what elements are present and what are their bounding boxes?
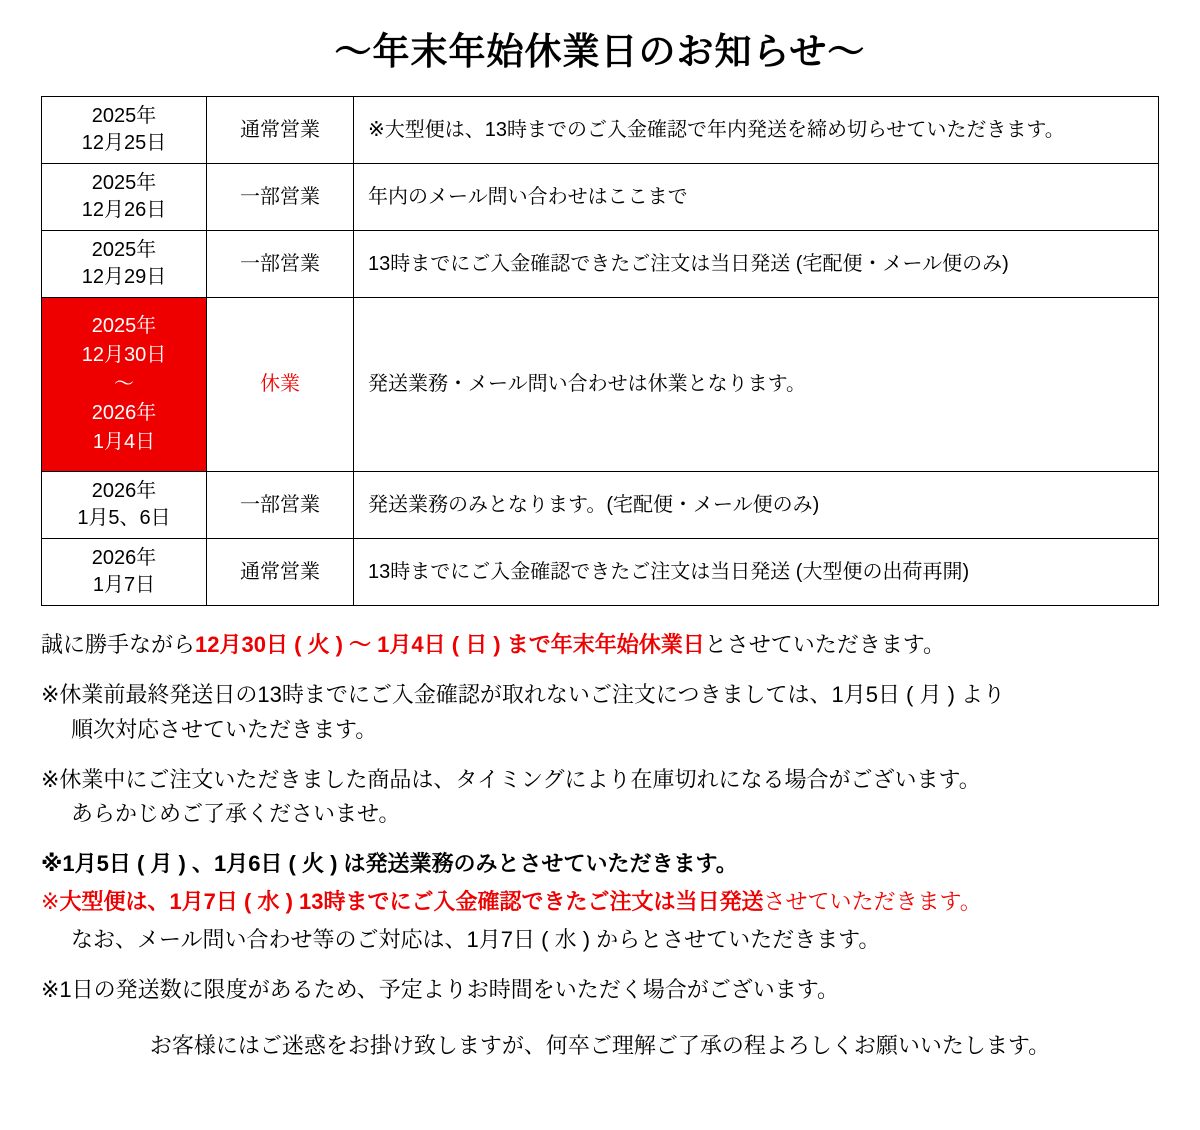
note2-line1: ※休業前最終発送日の13時までにご入金確認が取れないご注文につきましては、1月5日 ( 月 ) より <box>41 682 1006 708</box>
row-status: 一部営業 <box>207 164 354 231</box>
table-row <box>42 97 1159 164</box>
row-note: 年内のメール問い合わせはここまで <box>354 164 1159 231</box>
row-status: 休業 <box>207 298 354 472</box>
row-date: 2025年 12月30日 〜 2026年 1月4日 <box>42 298 207 472</box>
note1-prefix: 誠に勝手ながら <box>41 632 196 658</box>
note3-line2: あらかじめご了承くださいませ。 <box>71 800 401 826</box>
note1-suffix: とさせていただきます。 <box>704 632 946 658</box>
row-status: 通常営業 <box>207 539 354 606</box>
note-mail-response <box>41 923 1159 957</box>
row-status: 一部営業 <box>207 472 354 539</box>
note-holiday-period <box>41 628 1159 662</box>
row-status: 通常営業 <box>207 97 354 164</box>
row-note: 発送業務・メール問い合わせは休業となります。 <box>354 298 1159 472</box>
note1-period: 12月30日 ( 火 ) 〜 1月4日 ( 日 ) まで <box>195 632 551 658</box>
row-date: 2025年 12月25日 <box>42 97 207 164</box>
note-stock-warning <box>41 763 1159 831</box>
note5-suffix: させていただきます。 <box>763 888 982 914</box>
note2-line2: 順次対応させていただきます。 <box>71 716 378 742</box>
row-note: 発送業務のみとなります。(宅配便・メール便のみ) <box>354 472 1159 539</box>
note3-line1: ※休業中にご注文いただきました商品は、タイミングにより在庫切れになる場合がございます。 <box>41 766 981 792</box>
table-row <box>42 164 1159 231</box>
row-date: 2026年 1月7日 <box>42 539 207 606</box>
notice-page <box>0 30 1200 1130</box>
schedule-table <box>41 96 1159 606</box>
row-status: 一部営業 <box>207 231 354 298</box>
schedule-table-body <box>42 97 1159 606</box>
note5-body: 大型便は、1月7日 ( 水 ) 13時までにご入金確認できたご注文は当日発送 <box>59 888 764 914</box>
row-date: 2025年 12月29日 <box>42 231 207 298</box>
row-note: 13時までにご入金確認できたご注文は当日発送 (大型便の出荷再開) <box>354 539 1159 606</box>
row-date: 2025年 12月26日 <box>42 164 207 231</box>
table-row <box>42 472 1159 539</box>
row-note: 13時までにご入金確認できたご注文は当日発送 (宅配便・メール便のみ) <box>354 231 1159 298</box>
note-shipping-only: ※1月5日 ( 月 ) 、1月6日 ( 火 ) は発送業務のみとさせていただきます。 <box>41 850 738 876</box>
note5-prefix: ※ <box>41 888 60 914</box>
table-row-holiday <box>42 298 1159 472</box>
note-payment-deadline <box>41 678 1159 746</box>
note1-label: 年末年始休業日 <box>550 632 705 658</box>
closing-message: お客様にはご迷惑をお掛け致しますが、何卒ご理解ご了承の程よろしくお願いいたします。 <box>149 1033 1051 1059</box>
note-large-parcel <box>41 885 1159 919</box>
page-title: 〜年末年始休業日のお知らせ〜 <box>334 31 866 72</box>
note-shipping-limit: ※1日の発送数に限度があるため、予定よりお時間をいただく場合がございます。 <box>41 977 840 1003</box>
row-note: ※大型便は、13時までのご入金確認で年内発送を締め切らせていただきます。 <box>354 97 1159 164</box>
table-row <box>42 539 1159 606</box>
note5-line2: なお、メール問い合わせ等のご対応は、1月7日 ( 水 ) からとさせていただきます。 <box>71 927 881 953</box>
table-row <box>42 231 1159 298</box>
notes-section <box>41 628 1159 1007</box>
row-date: 2026年 1月5、6日 <box>42 472 207 539</box>
